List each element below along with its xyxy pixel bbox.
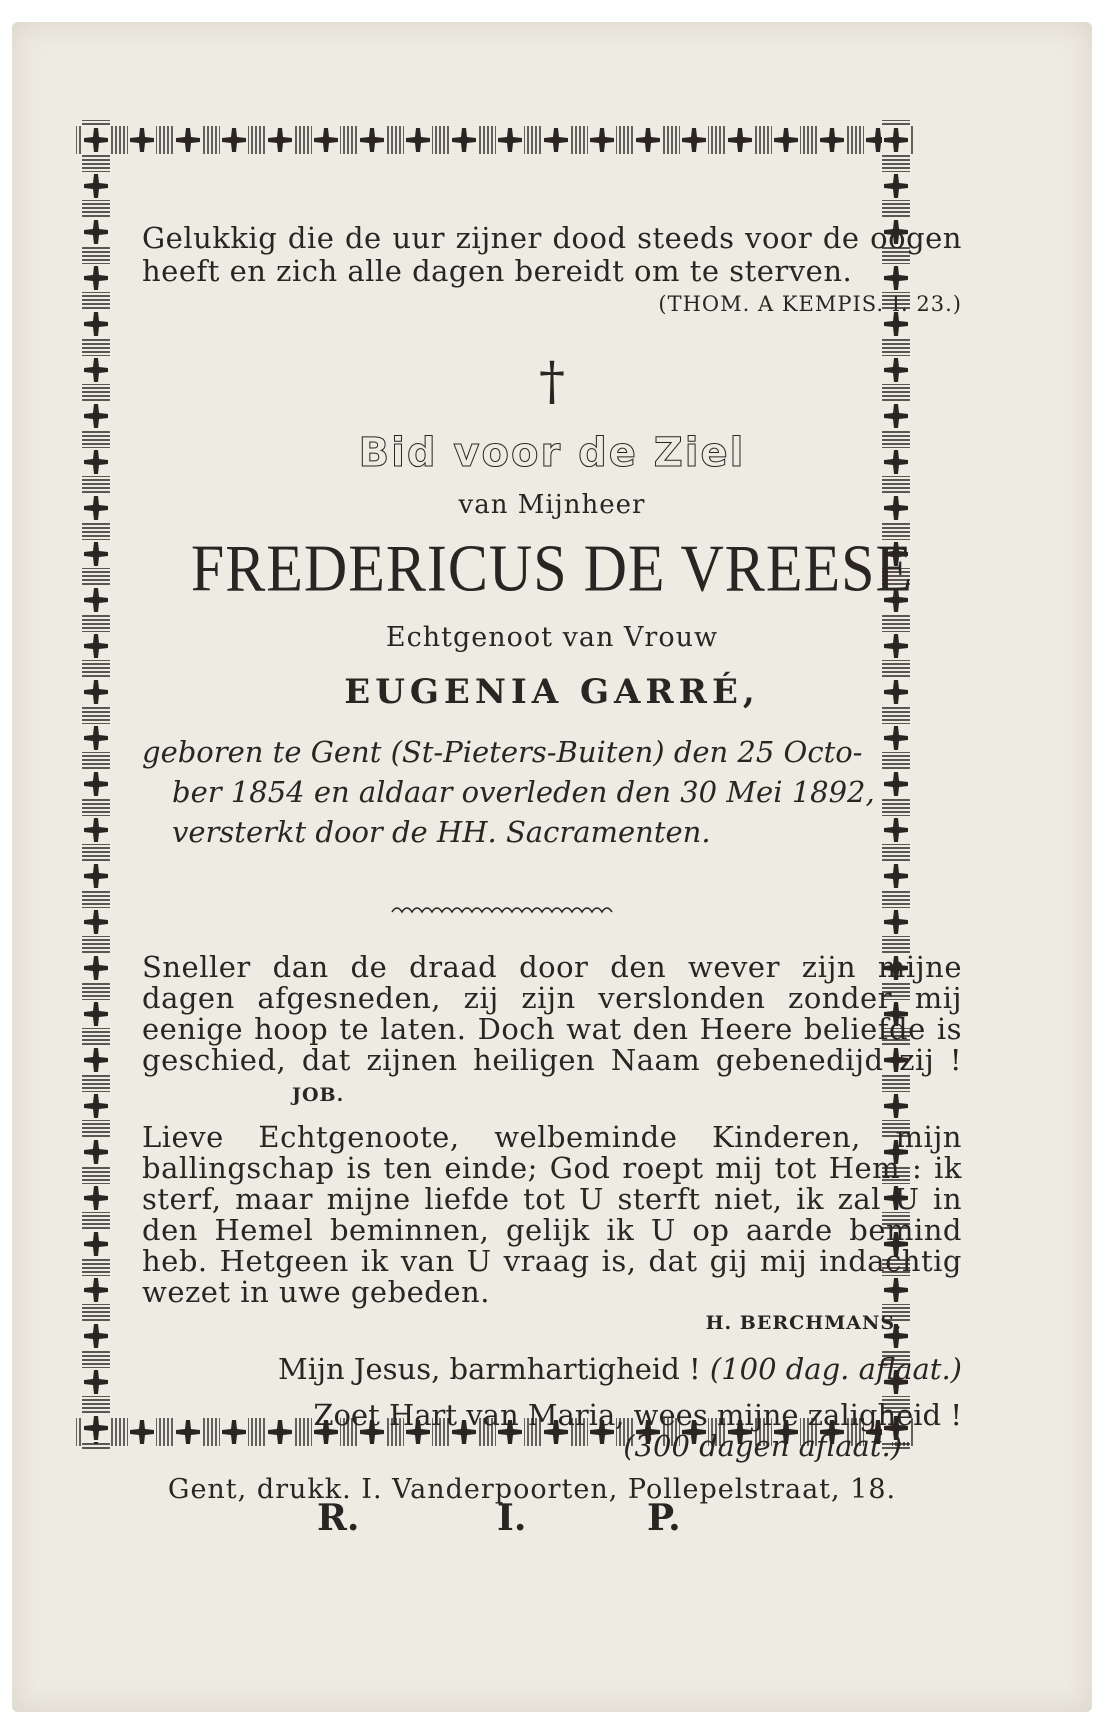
biography [142,732,962,852]
quote-job-text: Sneller dan de draad door den wever zijn mijne dagen afgesneden, zij zijn verslonden zonder mij eenige hoop te laten. Doch wat den Heere beliefde is geschied, dat zijnen heiligen Naam gebenedijd zij ! [142,950,962,1077]
quote-berchmans-text: Lieve Echtgenoote, welbeminde Kinderen, mijn ballingschap is ten einde; God roept mij tot Hem : ik sterf, maar mijne liefde tot U sterft niet, ik zal U in den Hemel beminnen, gelijk ik U op aarde bemind heb. Hetgeen ik van U vraag is, dat gij mij indachtig wezet in uwe gebeden. [142,1120,962,1309]
prayer-jesus [142,1352,962,1386]
epigraph-source: (THOM. A KEMPIS. I. 23.) [658,292,962,316]
border-left [76,120,116,1452]
cross-symbol: † [539,352,565,412]
card-content [142,142,962,1552]
spouse-name: EUGENIA GARRÉ, [344,672,760,712]
rip-r: R. [317,1497,360,1539]
rip-i: I. [497,1497,527,1539]
quote-job [142,952,962,1111]
prayer-maria-text: Zoet Hart van Maria, wees mijne zaligheid ! [313,1398,962,1432]
bio-line-1: geboren te Gent (St-Pieters-Buiten) den 25 Octo- [142,735,863,769]
bio-line-3: versterkt door de HH. Sacramenten. [172,815,711,849]
prayer-maria [142,1400,962,1462]
quote-berchmans [142,1122,962,1339]
spouse-intro: Echtgenoot van Vrouw [385,622,719,653]
wavy-divider [142,902,962,922]
prayer-maria-indulgence: (300 dagen aflaat.) [623,1429,902,1463]
prayer-jesus-text: Mijn Jesus, barmhartigheid ! [278,1352,701,1386]
printer-credit: Gent, drukk. I. Vanderpoorten, Pollepelstraat, 18. [167,1474,897,1505]
van-mijnheer: van Mijnheer [458,490,646,520]
quote-job-source: JOB. [292,1084,345,1106]
epigraph-text: Gelukkig die de uur zijner dood steeds voor de oogen heeft en zich alle dagen bereidt om te sterven. [142,221,962,288]
quote-berchmans-source: H. BERCHMANS. [705,1312,902,1334]
prayer-jesus-indulgence: (100 dag. aflaat.) [709,1352,962,1386]
bio-line-2: ber 1854 en aldaar overleden den 30 Mei 1892, [172,775,875,809]
memorial-card [12,22,1092,1712]
heading: Bid voor de Ziel [358,430,746,476]
rip-p: P. [647,1497,681,1539]
deceased-name: FREDERICUS DE VREESE [190,530,914,605]
epigraph [142,222,962,321]
